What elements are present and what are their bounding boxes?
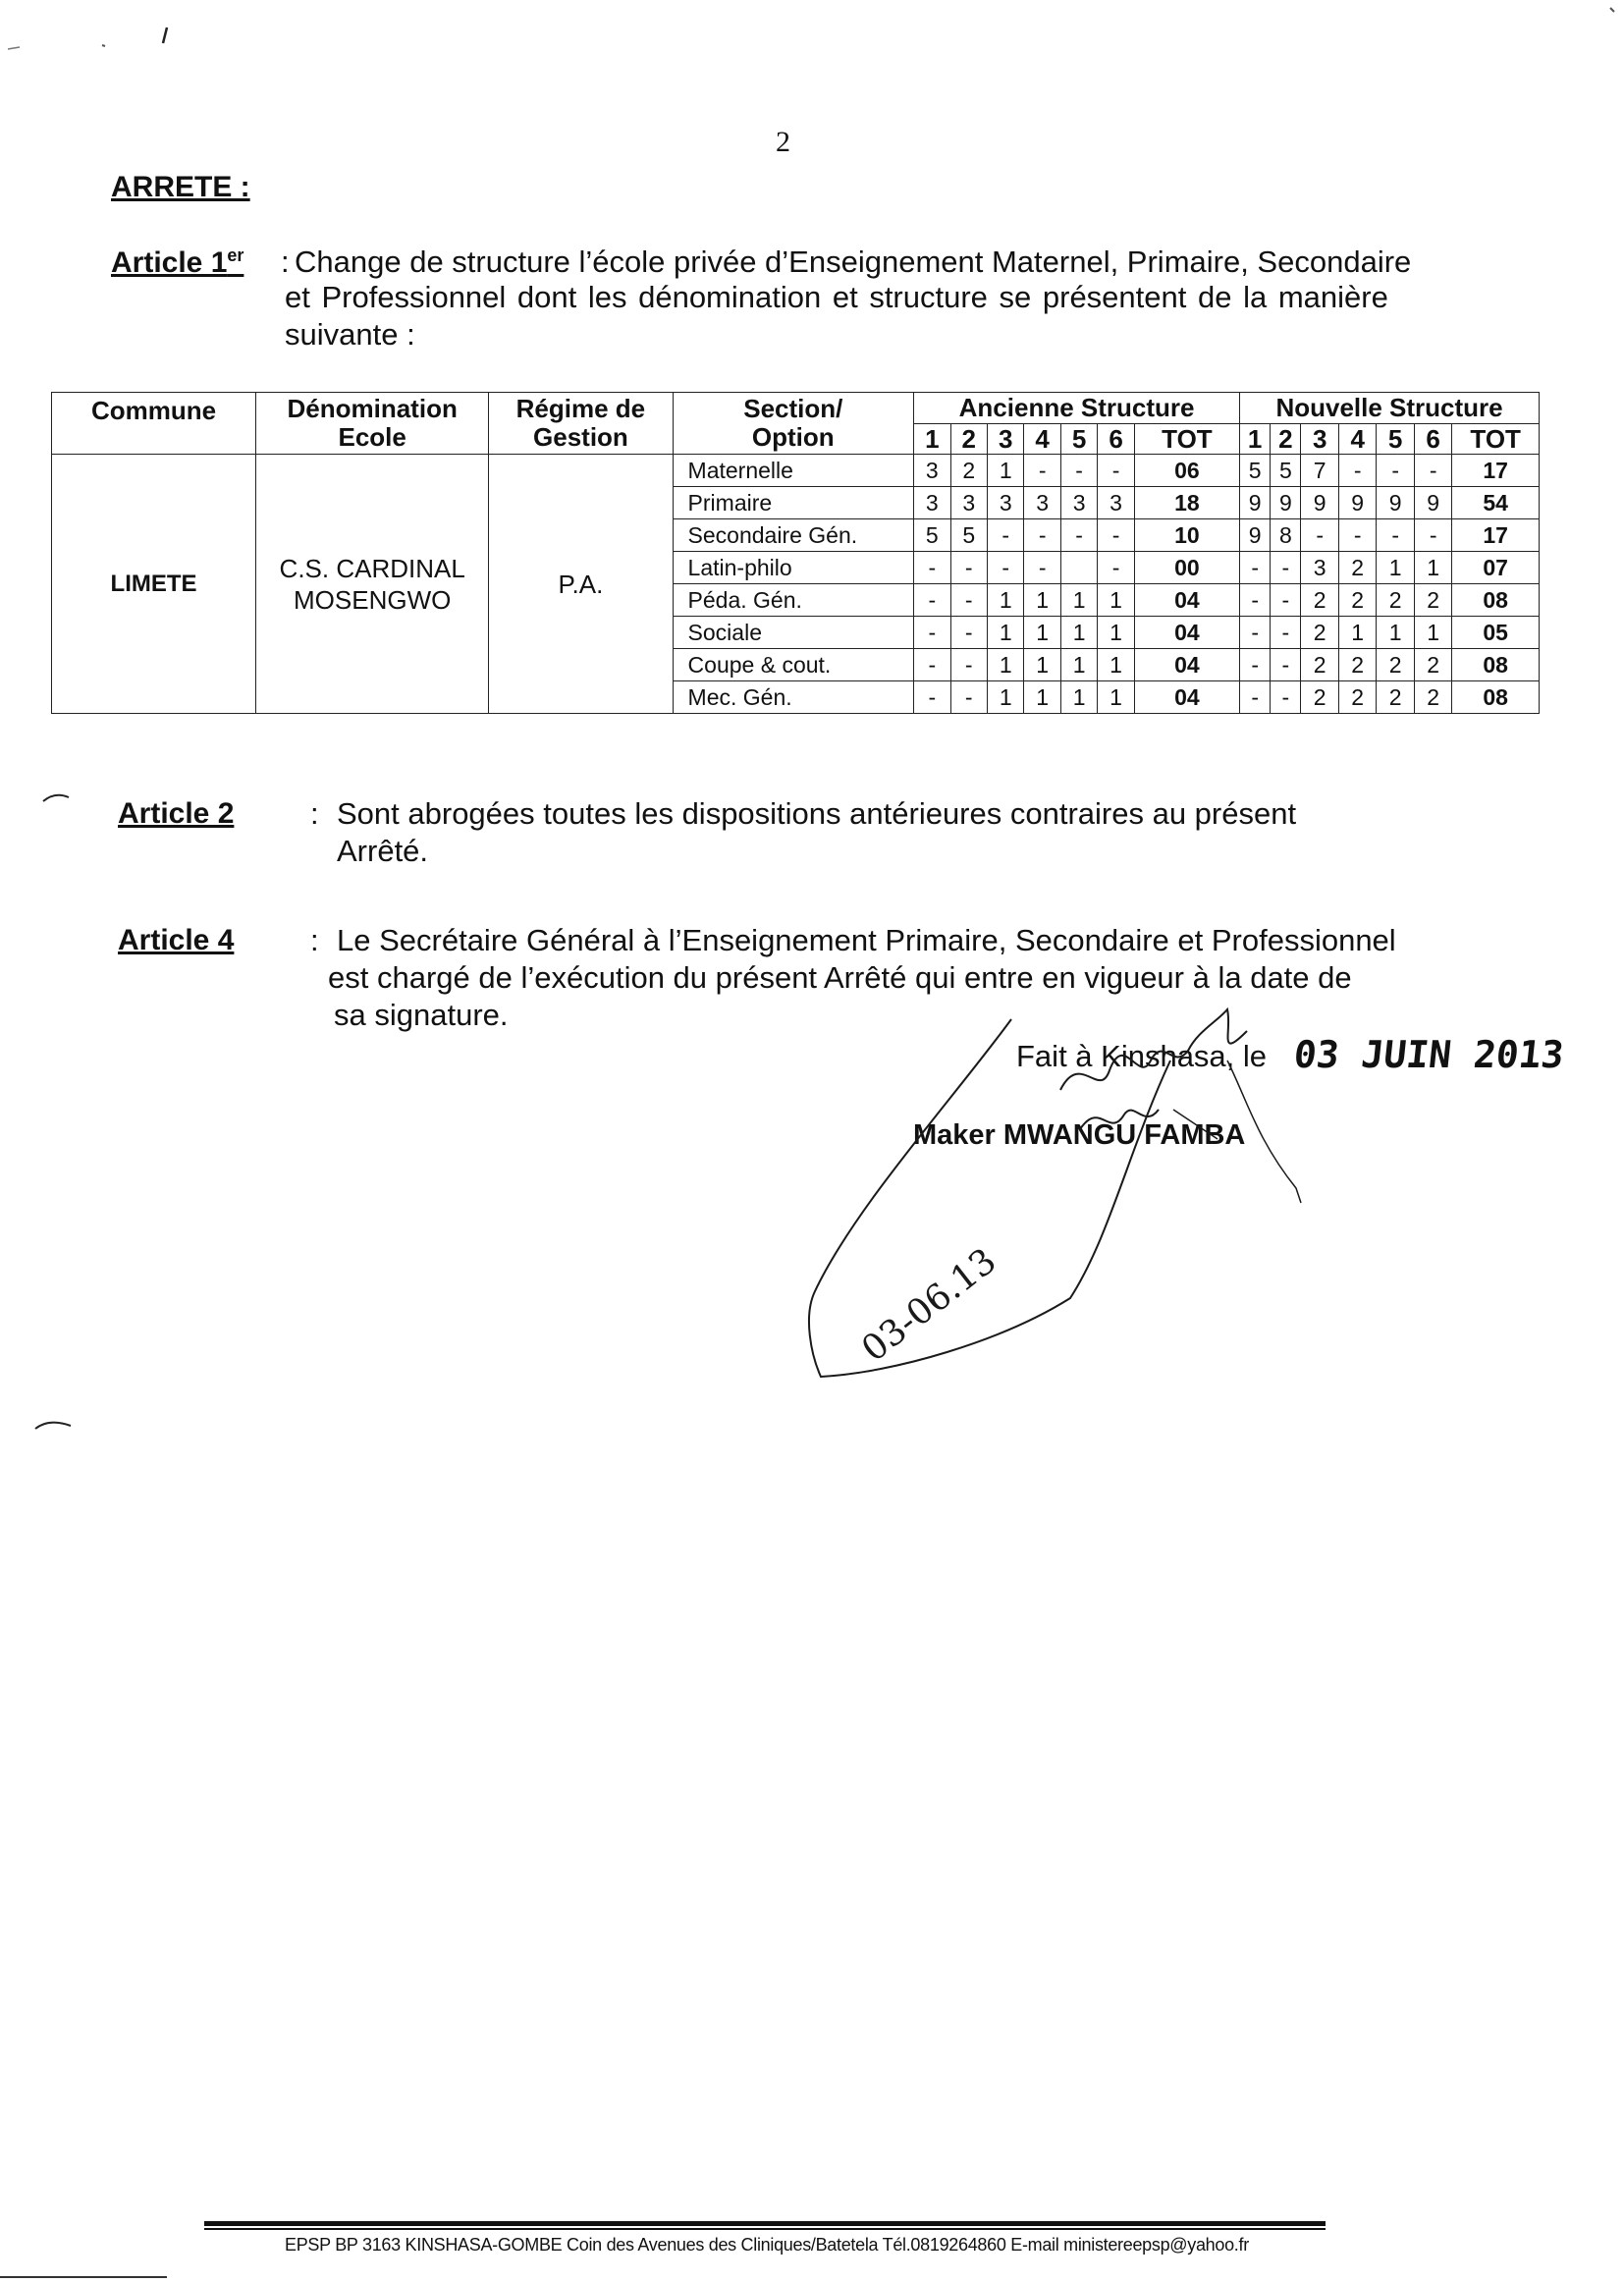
cell-nouvelle-4: 1 <box>1338 617 1376 649</box>
header-section-line-2: Option <box>751 422 835 452</box>
cell-ancienne-6: 1 <box>1098 681 1134 714</box>
cell-ancienne-6: 1 <box>1098 617 1134 649</box>
cell-ancienne-3: 1 <box>987 455 1023 487</box>
cell-nouvelle-tot: 17 <box>1452 519 1540 552</box>
cell-regime: P.A. <box>489 455 673 714</box>
cell-ancienne-2: - <box>950 584 987 617</box>
header-regime-line-2: Gestion <box>533 422 628 452</box>
cell-ancienne-6: 1 <box>1098 584 1134 617</box>
col-header-nouvelle-5: 5 <box>1377 424 1414 455</box>
cell-nouvelle-5: 1 <box>1377 552 1414 584</box>
cell-nouvelle-6: - <box>1414 455 1451 487</box>
cell-nouvelle-2: - <box>1271 584 1301 617</box>
col-header-nouvelle-3: 3 <box>1301 424 1338 455</box>
col-header-ancienne-4: 4 <box>1024 424 1060 455</box>
cell-nouvelle-4: - <box>1338 519 1376 552</box>
col-header-ancienne-2: 2 <box>950 424 987 455</box>
cell-ancienne-1: - <box>914 681 950 714</box>
article-4-line-3: sa signature. <box>334 998 509 1032</box>
cell-ancienne-6: - <box>1098 519 1134 552</box>
cell-ancienne-5 <box>1060 552 1097 584</box>
article-2-separator: : <box>310 796 319 831</box>
cell-ancienne-6: - <box>1098 455 1134 487</box>
cell-commune: LIMETE <box>52 455 256 714</box>
cell-ancienne-1: 5 <box>914 519 950 552</box>
cell-ancienne-4: - <box>1024 455 1060 487</box>
structure-table-body <box>52 455 1540 714</box>
cell-nouvelle-5: 9 <box>1377 487 1414 519</box>
cell-nouvelle-6: 9 <box>1414 487 1451 519</box>
cell-ancienne-5: 1 <box>1060 681 1097 714</box>
cell-nouvelle-1: - <box>1240 552 1271 584</box>
cell-nouvelle-6: 1 <box>1414 617 1451 649</box>
cell-nouvelle-6: 1 <box>1414 552 1451 584</box>
cell-ancienne-2: 5 <box>950 519 987 552</box>
cell-nouvelle-5: - <box>1377 455 1414 487</box>
cell-ancienne-3: 1 <box>987 617 1023 649</box>
table-row <box>52 455 1540 487</box>
footer-rule-thin <box>204 2228 1326 2230</box>
article-1-line-2: et Professionnel dont les dénomination et structure se présentent de la manière <box>285 280 1388 314</box>
cell-ancienne-tot: 04 <box>1134 649 1239 681</box>
structure-table <box>51 392 1540 714</box>
cell-option: Secondaire Gén. <box>673 519 914 552</box>
header-commune-text: Commune <box>90 396 217 425</box>
cell-nouvelle-4: - <box>1338 455 1376 487</box>
cell-ancienne-2: 2 <box>950 455 987 487</box>
cell-nouvelle-tot: 08 <box>1452 681 1540 714</box>
article-1-line-3: suivante : <box>285 317 415 352</box>
cell-nouvelle-tot: 08 <box>1452 584 1540 617</box>
cell-nouvelle-5: 2 <box>1377 649 1414 681</box>
col-header-nouvelle-6: 6 <box>1414 424 1451 455</box>
cell-ecole-line: C.S. CARDINAL <box>279 553 465 583</box>
article-1-separator: : <box>281 245 290 279</box>
cell-nouvelle-5: 2 <box>1377 681 1414 714</box>
cell-ancienne-2: - <box>950 681 987 714</box>
header-commune <box>52 393 256 455</box>
article-4-separator: : <box>310 923 319 957</box>
date-stamp: 03 JUIN 2013 <box>1291 1033 1566 1076</box>
cell-ancienne-6: 3 <box>1098 487 1134 519</box>
article-2-line-1: Sont abrogées toutes les dispositions antérieures contraires au présent <box>337 796 1297 831</box>
cell-ecole-line: MOSENGWO <box>294 584 452 615</box>
header-regime-line-1: Régime de <box>515 394 646 423</box>
decree-heading: ARRETE : <box>111 171 250 203</box>
cell-nouvelle-tot: 05 <box>1452 617 1540 649</box>
article-1-superscript: er <box>227 245 244 265</box>
cell-nouvelle-5: 2 <box>1377 584 1414 617</box>
article-4-label: Article 4 <box>118 924 235 956</box>
cell-nouvelle-2: 9 <box>1271 487 1301 519</box>
col-header-nouvelle-1: 1 <box>1240 424 1271 455</box>
col-header-ancienne-5: 5 <box>1060 424 1097 455</box>
cell-ancienne-tot: 04 <box>1134 681 1239 714</box>
cell-ancienne-3: - <box>987 519 1023 552</box>
cell-nouvelle-3: 7 <box>1301 455 1338 487</box>
cell-nouvelle-tot: 08 <box>1452 649 1540 681</box>
cell-nouvelle-3: 2 <box>1301 681 1338 714</box>
cell-ancienne-3: - <box>987 552 1023 584</box>
header-ancienne-structure: Ancienne Structure <box>914 393 1240 424</box>
cell-ecole <box>256 455 489 714</box>
cell-nouvelle-6: 2 <box>1414 649 1451 681</box>
cell-ancienne-3: 3 <box>987 487 1023 519</box>
cell-nouvelle-2: - <box>1271 649 1301 681</box>
handwritten-signature <box>785 992 1394 1414</box>
cell-ancienne-2: 3 <box>950 487 987 519</box>
cell-nouvelle-2: 8 <box>1271 519 1301 552</box>
cell-ancienne-6: 1 <box>1098 649 1134 681</box>
cell-nouvelle-3: 9 <box>1301 487 1338 519</box>
cell-ancienne-3: 1 <box>987 584 1023 617</box>
article-4-line-1: Le Secrétaire Général à l’Enseignement Primaire, Secondaire et Professionnel <box>337 923 1396 957</box>
cell-ancienne-5: 1 <box>1060 584 1097 617</box>
col-header-nouvelle-tot: TOT <box>1452 424 1540 455</box>
cell-ancienne-3: 1 <box>987 681 1023 714</box>
cell-ancienne-tot: 04 <box>1134 584 1239 617</box>
footer-address: EPSP BP 3163 KINSHASA-GOMBE Coin des Avenues des Cliniques/Batetela Tél.0819264860 E-mail ministereepsp@yahoo.fr <box>285 2235 1249 2255</box>
cell-ancienne-5: - <box>1060 455 1097 487</box>
cell-ancienne-4: - <box>1024 552 1060 584</box>
article-1-label: Article 1er <box>111 245 244 279</box>
cell-ancienne-1: - <box>914 552 950 584</box>
cell-ancienne-3: 1 <box>987 649 1023 681</box>
cell-nouvelle-5: - <box>1377 519 1414 552</box>
cell-nouvelle-1: 9 <box>1240 487 1271 519</box>
page-number: 2 <box>776 126 790 158</box>
col-header-nouvelle-4: 4 <box>1338 424 1376 455</box>
cell-ancienne-2: - <box>950 617 987 649</box>
cell-nouvelle-6: 2 <box>1414 584 1451 617</box>
cell-ancienne-1: - <box>914 617 950 649</box>
cell-nouvelle-4: 2 <box>1338 552 1376 584</box>
cell-ancienne-1: 3 <box>914 455 950 487</box>
cell-ancienne-1: - <box>914 649 950 681</box>
cell-nouvelle-3: 2 <box>1301 617 1338 649</box>
article-1-line-1: Change de structure l’école privée d’Enseignement Maternel, Primaire, Secondaire <box>295 245 1412 279</box>
cell-nouvelle-6: - <box>1414 519 1451 552</box>
cell-ancienne-4: 1 <box>1024 617 1060 649</box>
col-header-ancienne-tot: TOT <box>1134 424 1239 455</box>
cell-option: Mec. Gén. <box>673 681 914 714</box>
cell-ancienne-5: 1 <box>1060 649 1097 681</box>
cell-nouvelle-4: 9 <box>1338 487 1376 519</box>
cell-nouvelle-2: 5 <box>1271 455 1301 487</box>
header-section-line-1: Section/ <box>743 394 843 423</box>
cell-ancienne-4: 1 <box>1024 584 1060 617</box>
cell-ancienne-5: 1 <box>1060 617 1097 649</box>
header-denomination-line-1: Dénomination <box>287 394 458 423</box>
cell-ancienne-2: - <box>950 552 987 584</box>
cell-nouvelle-6: 2 <box>1414 681 1451 714</box>
cell-ancienne-4: 1 <box>1024 649 1060 681</box>
cell-ancienne-5: 3 <box>1060 487 1097 519</box>
cell-ancienne-5: - <box>1060 519 1097 552</box>
cell-nouvelle-4: 2 <box>1338 649 1376 681</box>
article-2-line-2: Arrêté. <box>337 834 429 868</box>
cell-ancienne-4: 3 <box>1024 487 1060 519</box>
cell-ancienne-tot: 04 <box>1134 617 1239 649</box>
cell-nouvelle-2: - <box>1271 617 1301 649</box>
col-header-ancienne-6: 6 <box>1098 424 1134 455</box>
cell-nouvelle-3: - <box>1301 519 1338 552</box>
cell-nouvelle-3: 2 <box>1301 649 1338 681</box>
cell-ancienne-4: - <box>1024 519 1060 552</box>
cell-nouvelle-tot: 07 <box>1452 552 1540 584</box>
place-date: Fait à Kinshasa, le <box>1016 1039 1268 1073</box>
cell-option: Sociale <box>673 617 914 649</box>
article-4-line-2: est chargé de l’exécution du présent Arrêté qui entre en vigueur à la date de <box>328 960 1352 995</box>
cell-ancienne-tot: 10 <box>1134 519 1239 552</box>
cell-nouvelle-1: - <box>1240 584 1271 617</box>
cell-nouvelle-tot: 54 <box>1452 487 1540 519</box>
header-denomination <box>256 393 489 455</box>
cell-ancienne-1: - <box>914 584 950 617</box>
col-header-nouvelle-2: 2 <box>1271 424 1301 455</box>
col-header-ancienne-3: 3 <box>987 424 1023 455</box>
cell-nouvelle-1: - <box>1240 617 1271 649</box>
cell-ancienne-tot: 18 <box>1134 487 1239 519</box>
cell-option: Coupe & cout. <box>673 649 914 681</box>
header-regime <box>489 393 673 455</box>
header-denomination-line-2: Ecole <box>338 422 406 452</box>
header-section <box>673 393 914 455</box>
cell-ancienne-2: - <box>950 649 987 681</box>
cell-nouvelle-tot: 17 <box>1452 455 1540 487</box>
cell-nouvelle-3: 3 <box>1301 552 1338 584</box>
cell-ancienne-tot: 00 <box>1134 552 1239 584</box>
bottom-edge-mark <box>0 2276 167 2278</box>
cell-nouvelle-4: 2 <box>1338 584 1376 617</box>
cell-ancienne-6: - <box>1098 552 1134 584</box>
handwritten-date: 03-06.13 <box>854 1240 1004 1371</box>
cell-nouvelle-1: 9 <box>1240 519 1271 552</box>
cell-nouvelle-3: 2 <box>1301 584 1338 617</box>
cell-nouvelle-1: - <box>1240 681 1271 714</box>
cell-ancienne-4: 1 <box>1024 681 1060 714</box>
cell-option: Péda. Gén. <box>673 584 914 617</box>
cell-ancienne-1: 3 <box>914 487 950 519</box>
cell-nouvelle-1: 5 <box>1240 455 1271 487</box>
cell-option: Latin-philo <box>673 552 914 584</box>
header-nouvelle-structure: Nouvelle Structure <box>1240 393 1540 424</box>
cell-nouvelle-2: - <box>1271 552 1301 584</box>
col-header-ancienne-1: 1 <box>914 424 950 455</box>
article-2-label: Article 2 <box>118 797 235 830</box>
cell-option: Maternelle <box>673 455 914 487</box>
cell-ancienne-tot: 06 <box>1134 455 1239 487</box>
cell-nouvelle-5: 1 <box>1377 617 1414 649</box>
footer-rule <box>204 2221 1326 2226</box>
signatory-name: Maker MWANGU FAMBA <box>913 1119 1246 1151</box>
cell-option: Primaire <box>673 487 914 519</box>
cell-nouvelle-1: - <box>1240 649 1271 681</box>
cell-nouvelle-4: 2 <box>1338 681 1376 714</box>
cell-nouvelle-2: - <box>1271 681 1301 714</box>
